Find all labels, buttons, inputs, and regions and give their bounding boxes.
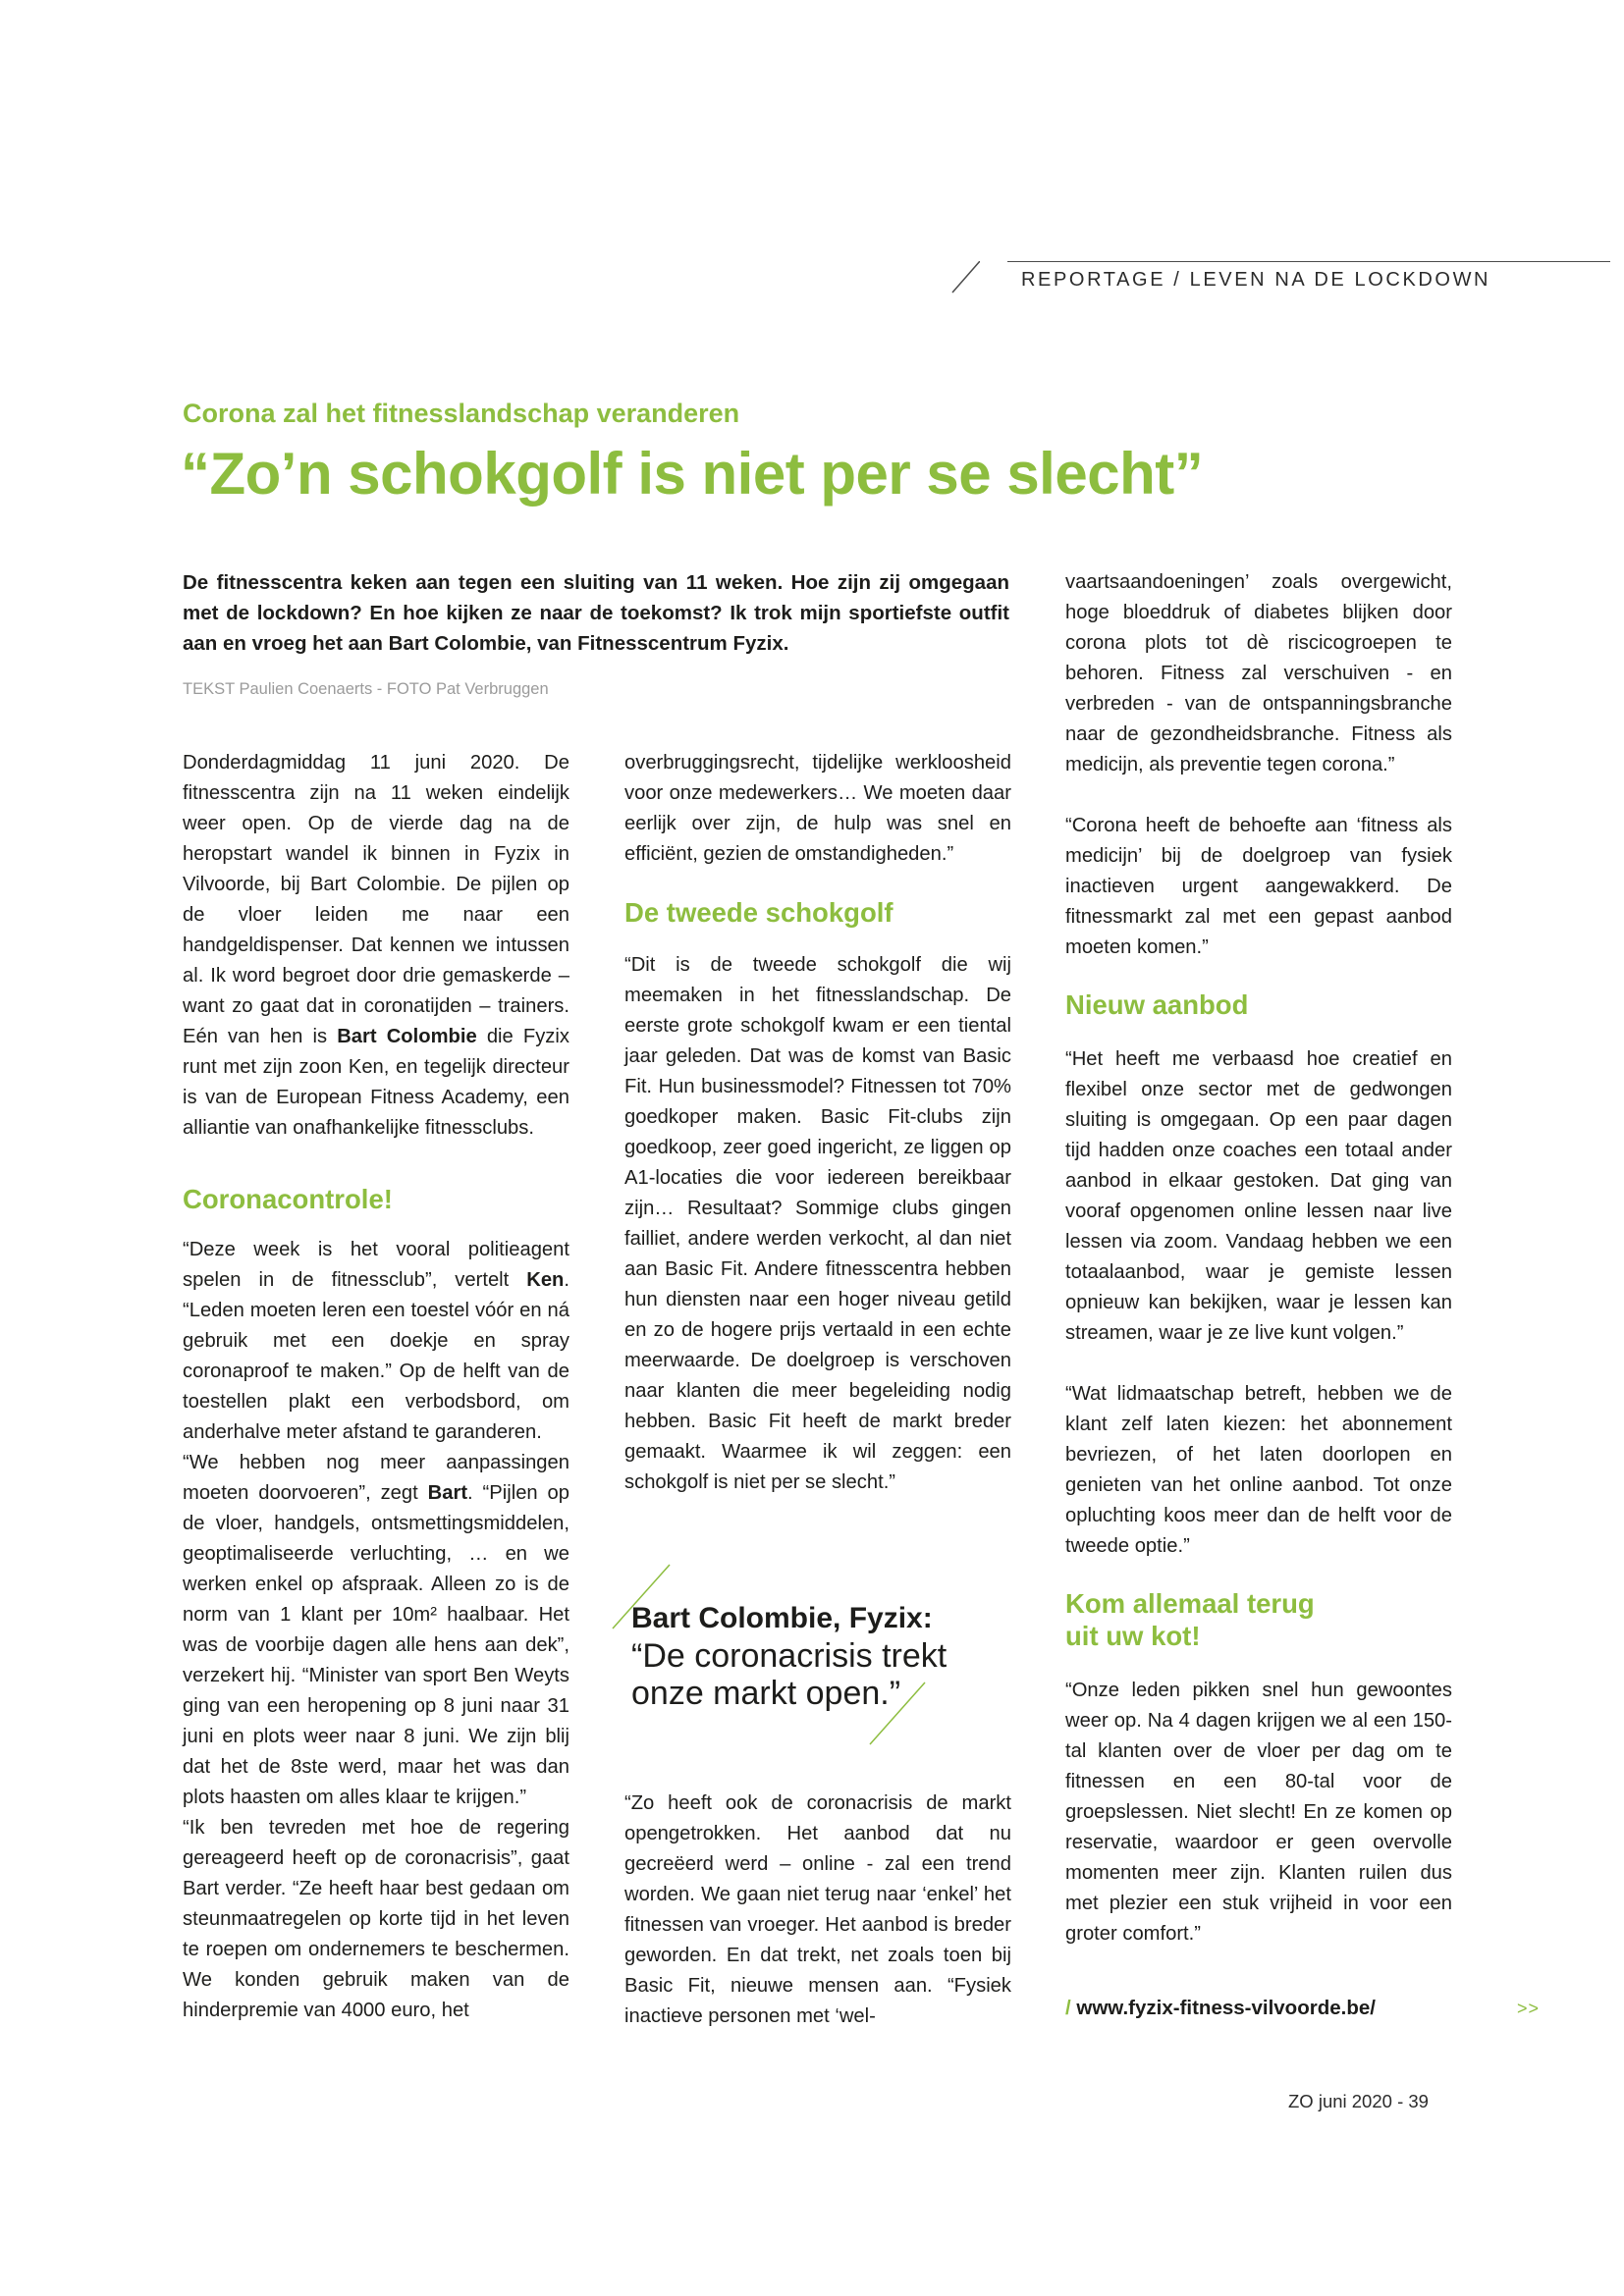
- paragraph: [183, 748, 569, 1144]
- website-link[interactable]: [1065, 1997, 1376, 2020]
- column-1: [183, 748, 569, 2026]
- pull-quote: [609, 1563, 1021, 1759]
- paragraph: “Wat lidmaatschap betreft, hebben we de klant zelf laten kiezen: het abonnement bevriezen, of het laten doorlopen en genieten van het online aanbod. Tot onze opluchting koos meer dan de helft voor de tweede optie.”: [1065, 1383, 1452, 1557]
- paragraph: “Ik ben tevreden met hoe de regering gereageerd heeft op de coronacrisis”, gaat Bart verder. “Ze heeft haar best gedaan om steunmaatregelen op korte tijd in het leven te roepen om ondernemers te beschermen. We konden gebruik maken van de hinderpremie van 4000 euro, het: [183, 1817, 569, 2021]
- header-rule: [1007, 261, 1610, 262]
- subheading-kom-allemaal-terug: [1065, 1587, 1452, 1652]
- article-headline: “Zo’n schokgolf is niet per se slecht”: [181, 441, 1204, 507]
- paragraph-text: . “Pijlen op de vloer, handgels, ontsmettingsmiddelen, geoptimaliseerde verluchting, … en we werken enkel op afspraak. Alleen zo is de norm van 1 klant per 10m² haalbaar. Het was de voorbije dagen alle hens aan dek”, verzekert hij. “Minister van sport Ben Weyts ging van een heropening op 8 juni naar 31 juni en plots weer naar 8 juni. We zijn blij dat het de 8ste werd, maar het was dan plots haasten om alles klaar te krijgen.”: [183, 1482, 569, 1808]
- paragraph: [183, 1235, 569, 1448]
- paragraph-text: “Deze week is het vooral politieagent spelen in de fitnessclub”, vertelt: [183, 1239, 569, 1291]
- paragraph-text: Donderdagmiddag 11 juni 2020. De fitnesscentra zijn na 11 weken eindelijk weer open. Op de vierde dag na de heropstart wandel ik binnen in Fyzix in Vilvoorde, bij Bart Colombie. De pijlen op de vloer leiden me naar een handgeldispenser. Dat kennen we intussen al. Ik word begroet door drie gemaskerde – want zo gaat dat in coronatijden – trainers. Eén van hen is: [183, 752, 569, 1047]
- article-kicker: Corona zal het fitnesslandschap veranderen: [183, 399, 740, 428]
- subheading-nieuw-aanbod: Nieuw aanbod: [1065, 989, 1249, 1020]
- link-url[interactable]: www.fyzix-fitness-vilvoorde.be/: [1076, 1997, 1376, 2019]
- paragraph: vaartsaandoeningen’ zoals overgewicht, hoge bloeddruk of diabetes blijken door corona plots tot dè riscicogroepen te behoren. Fitness zal verschuiven - en verbreden - van de ontspanningsbranche naar de gezondheidsbranche. Fitness als medicijn, als preventie tegen corona.”: [1065, 571, 1452, 775]
- section-label: REPORTAGE / LEVEN NA DE LOCKDOWN: [1021, 269, 1491, 291]
- pull-quote-line: “De coronacrisis trekt: [631, 1637, 947, 1675]
- paragraph: “Het heeft me verbaasd hoe creatief en flexibel onze sector met de gedwongen sluiting is omgegaan. Op een paar dagen tijd hadden onze coaches een totaal ander aanbod in elkaar gestoken. Dat ging van vooraf opgenomen online lessen naar live lessen via zoom. Vandaag hebben we een totaalaanbod, waar je gemiste lessen opnieuw kan bekijken, waar je lessen kan streamen, waar je ze live kunt volgen.”: [1065, 1048, 1452, 1344]
- subheading-coronacontrole: Coronacontrole!: [183, 1184, 393, 1214]
- paragraph: [183, 1448, 569, 1813]
- paragraph-text: “We hebben nog meer aanpassingen moeten doorvoeren”, zegt: [183, 1452, 569, 1504]
- pull-quote-author: Bart Colombie, Fyzix:: [631, 1602, 933, 1634]
- pull-quote-line: onze markt open.”: [631, 1675, 901, 1712]
- paragraph: overbruggingsrecht, tijdelijke werkloosheid voor onze medewerkers… We moeten daar eerlijk over zijn, de hulp was snel en efficiënt, gezien de omstandigheden.”: [624, 752, 1011, 865]
- article-lead: De fitnesscentra keken aan tegen een sluiting van 11 weken. Hoe zijn zij omgegaan met de lockdown? En hoe kijken ze naar de toekomst? Ik trok mijn sportiefste outfit aan en vroeg het aan Bart Colombie, van Fitnesscentrum Fyzix.: [183, 571, 1009, 655]
- subheading-line: Kom allemaal terug: [1065, 1588, 1315, 1619]
- person-name: Bart Colombie: [337, 1026, 477, 1047]
- page-footer: ZO juni 2020 - 39: [1288, 2091, 1429, 2111]
- paragraph-text: die Fyzix runt met zijn zoon Ken, en tegelijk directeur is van de European Fitness Academy, een alliantie van onafhankelijke fitnessclubs.: [183, 1026, 569, 1139]
- paragraph: “Corona heeft de behoefte aan ‘fitness als medicijn’ bij de doelgroep van fysiek inactieven urgent aangewakkerd. De fitnessmarkt zal met een gepast aanbod moeten komen.”: [1065, 815, 1452, 958]
- paragraph: “Dit is de tweede schokgolf die wij meemaken in het fitnesslandschap. De eerste grote schokgolf kwam er een tiental jaar geleden. Dat was de komst van Basic Fit. Hun businessmodel? Fitnessen tot 70% goedkoper maken. Basic Fit-clubs zijn goedkoop, zeer goed ingericht, ze liggen op A1-locaties die voor iedereen bereikbaar zijn… Resultaat? Sommige clubs gingen failliet, andere werden verkocht, al dan niet aan Basic Fit. Andere fitnesscentra hebben hun diensten naar een hoger niveau getild en zo de hogere prijs vertaald in een echte meerwaarde. De doelgroep is verschoven naar klanten die meer begeleiding nodig hebben. Basic Fit heeft de markt breder gemaakt. Waarmee ik wil zeggen: een schokgolf is niet per se slecht.”: [624, 954, 1011, 1493]
- person-name: Bart: [427, 1482, 468, 1504]
- column-2: [624, 748, 1011, 1498]
- article-credits: TEKST Paulien Coenaerts - FOTO Pat Verbruggen: [183, 680, 549, 698]
- link-slash: /: [1065, 1997, 1071, 2019]
- paragraph: “Zo heeft ook de coronacrisis de markt opengetrokken. Het aanbod dat nu gecreëerd werd – online - zal een trend worden. We gaan niet terug naar ‘enkel’ het fitnessen van vroeger. Het aanbod is breder geworden. En dat trekt, net zoals toen bij Basic Fit, nieuwe mensen aan. “Fysiek inactieve personen met ‘wel-: [624, 1792, 1011, 2027]
- subheading-line: uit uw kot!: [1065, 1621, 1201, 1651]
- subheading-tweede-schokgolf: De tweede schokgolf: [624, 897, 893, 928]
- column-3: [1065, 567, 1452, 1949]
- paragraph: “Onze leden pikken snel hun gewoontes weer op. Na 4 dagen krijgen we al een 150-tal klanten over de vloer per dag om te fitnessen en een 80-tal voor de groepslessen. Niet slecht! En ze komen op reservatie, waardoor er geen overvolle momenten meer zijn. Klanten ruilen dus met plezier een stuk vrijheid in voor een groter comfort.”: [1065, 1680, 1452, 1945]
- person-name: Ken: [526, 1269, 565, 1291]
- column-2-continued: [624, 1789, 1011, 2032]
- paragraph-text: . “Leden moeten leren een toestel vóór en ná gebruik met een doekje en spray coronaproof te maken.” Op de helft van de toestellen plakt een verbodsbord, om anderhalve meter afstand te garanderen.: [183, 1269, 569, 1443]
- continue-arrows-icon: >>: [1517, 1999, 1541, 2018]
- pull-quote-text: [631, 1637, 1004, 1712]
